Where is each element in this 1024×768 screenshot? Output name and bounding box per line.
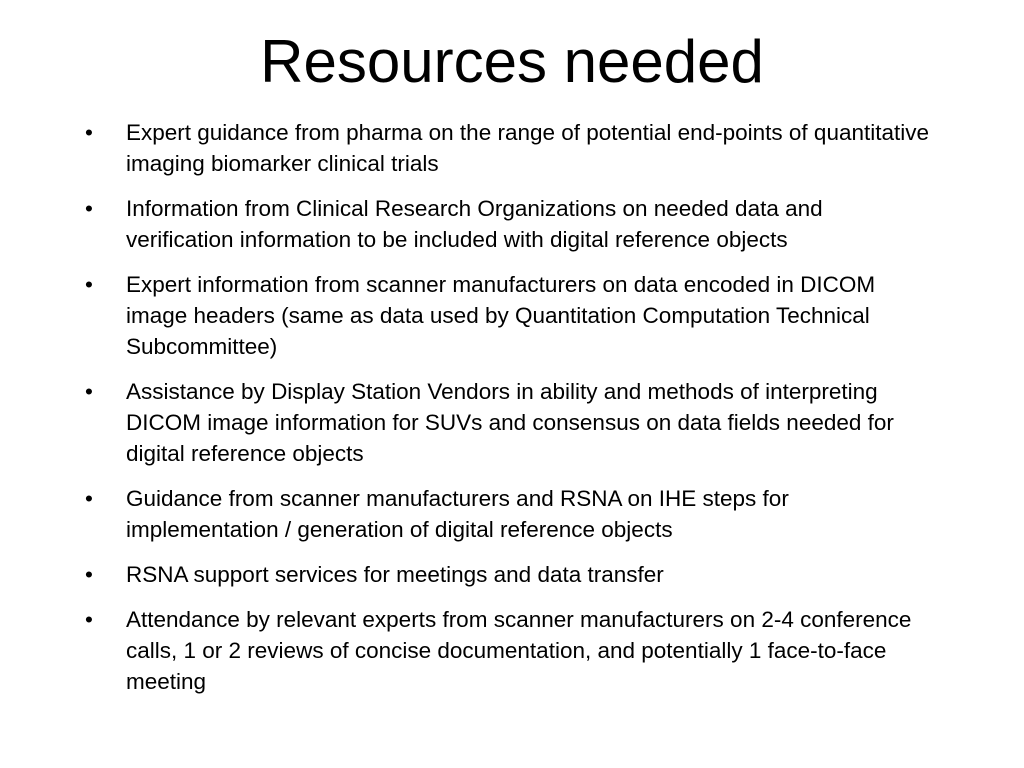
bullet-item — [84, 117, 934, 179]
bullet-text: Attendance by relevant experts from scanner manufacturers on 2-4 conference calls, 1 or 2 reviews of concise documentation, and potentially 1 face-to-face meeting — [126, 607, 912, 694]
bullet-text: Information from Clinical Research Organizations on needed data and verification information to be included with digital reference objects — [126, 196, 823, 252]
bullet-marker: • — [85, 562, 93, 587]
bullet-item — [84, 269, 934, 362]
bullet-marker: • — [85, 272, 93, 297]
bullet-text: Expert information from scanner manufacturers on data encoded in DICOM image headers (same as data used by Quantitation Computation Technical Subcommittee) — [126, 272, 876, 359]
bullet-item — [84, 193, 934, 255]
bullet-marker: • — [85, 486, 93, 511]
bullet-list — [84, 117, 934, 711]
bullet-item — [84, 376, 934, 469]
bullet-marker: • — [85, 120, 93, 145]
bullet-item — [84, 604, 934, 697]
bullet-item — [84, 483, 934, 545]
bullet-marker: • — [85, 607, 93, 632]
bullet-text: RSNA support services for meetings and data transfer — [126, 562, 664, 587]
bullet-marker: • — [85, 196, 93, 221]
slide-title: Resources needed — [260, 28, 764, 95]
bullet-item — [84, 559, 934, 590]
bullet-text: Expert guidance from pharma on the range of potential end-points of quantitative imaging biomarker clinical trials — [126, 120, 930, 176]
bullet-text: Assistance by Display Station Vendors in ability and methods of interpreting DICOM image information for SUVs and consensus on data fields needed for digital reference objects — [126, 379, 894, 466]
bullet-marker: • — [85, 379, 93, 404]
bullet-text: Guidance from scanner manufacturers and RSNA on IHE steps for implementation / generation of digital reference objects — [126, 486, 789, 542]
